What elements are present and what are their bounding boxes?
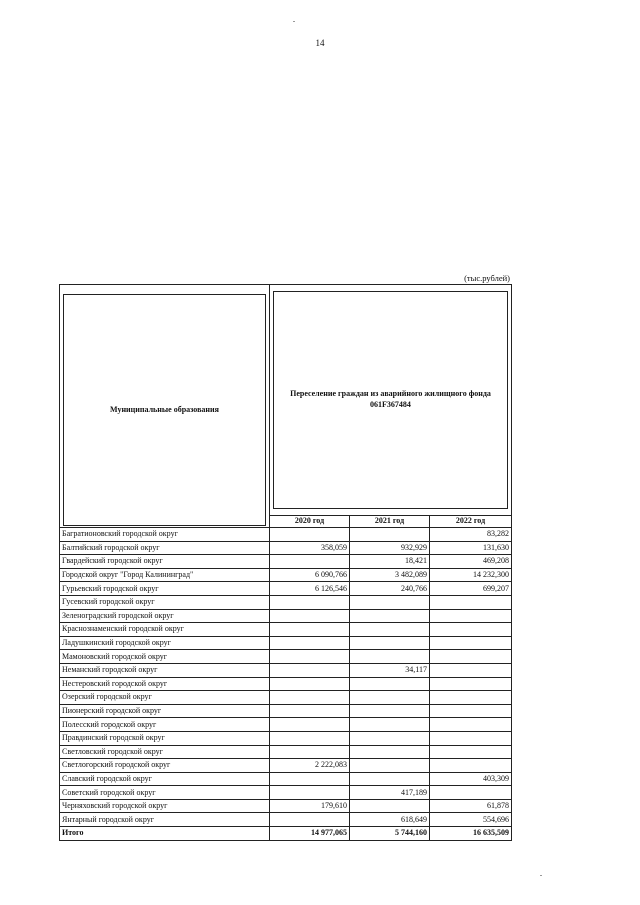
- table-row: [60, 582, 512, 596]
- amount-2022: [430, 677, 512, 691]
- amount-2021: [350, 623, 430, 637]
- amount-2021: [350, 759, 430, 773]
- table-row: [60, 677, 512, 691]
- municipality-name: Правдинский городской округ: [60, 731, 270, 745]
- amount-2021: [350, 636, 430, 650]
- amount-2022: 61,878: [430, 799, 512, 813]
- amount-2021: 618,649: [350, 813, 430, 827]
- amount-2022: 469,208: [430, 555, 512, 569]
- amount-2021: 932,929: [350, 541, 430, 555]
- amount-2022: [430, 691, 512, 705]
- table-row: [60, 528, 512, 542]
- table-row: [60, 609, 512, 623]
- table-row: [60, 813, 512, 827]
- total-label: Итого: [60, 827, 270, 841]
- table-row: [60, 786, 512, 800]
- municipality-name: Янтарный городской округ: [60, 813, 270, 827]
- amount-2022: [430, 759, 512, 773]
- program-header-label: Переселение граждан из аварийного жилищного фонда 061F367484: [273, 291, 508, 509]
- amount-2020: [270, 609, 350, 623]
- total-2020: 14 977,065: [270, 827, 350, 841]
- amount-2022: [430, 718, 512, 732]
- amount-2021: [350, 745, 430, 759]
- amount-2022: [430, 663, 512, 677]
- table-row: [60, 650, 512, 664]
- municipality-name: Светлогорский городской округ: [60, 759, 270, 773]
- amount-2020: [270, 595, 350, 609]
- budget-table: [59, 284, 512, 841]
- table-row: [60, 704, 512, 718]
- municipality-name: Пионерский городской округ: [60, 704, 270, 718]
- amount-2022: [430, 786, 512, 800]
- amount-2022: [430, 623, 512, 637]
- table-header-row: [60, 285, 512, 516]
- table-row: [60, 731, 512, 745]
- table-body: [60, 528, 512, 841]
- year-header-2022: 2022 год: [430, 515, 512, 527]
- total-2021: 5 744,160: [350, 827, 430, 841]
- amount-2020: [270, 704, 350, 718]
- table-row: [60, 541, 512, 555]
- scan-speck: [540, 875, 542, 876]
- amount-2020: [270, 772, 350, 786]
- table-row: [60, 772, 512, 786]
- amount-2021: 417,189: [350, 786, 430, 800]
- municipality-name: Светловский городской округ: [60, 745, 270, 759]
- table-row: [60, 663, 512, 677]
- amount-2022: [430, 609, 512, 623]
- amount-2022: 131,630: [430, 541, 512, 555]
- table-row: [60, 595, 512, 609]
- amount-2020: [270, 691, 350, 705]
- amount-2021: [350, 731, 430, 745]
- amount-2020: [270, 718, 350, 732]
- scan-speck: [293, 21, 295, 22]
- year-header-2021: 2021 год: [350, 515, 430, 527]
- municipality-name: Советский городской округ: [60, 786, 270, 800]
- municipality-name: Мамоновский городской округ: [60, 650, 270, 664]
- municipality-name: Славский городской округ: [60, 772, 270, 786]
- amount-2022: [430, 636, 512, 650]
- amount-2020: [270, 813, 350, 827]
- amount-2021: 18,421: [350, 555, 430, 569]
- amount-2020: [270, 623, 350, 637]
- municipality-name: Балтийский городской округ: [60, 541, 270, 555]
- table-row: [60, 555, 512, 569]
- amount-2021: 240,766: [350, 582, 430, 596]
- municipality-name: Гвардейский городской округ: [60, 555, 270, 569]
- amount-2022: 14 232,300: [430, 568, 512, 582]
- amount-2020: 179,610: [270, 799, 350, 813]
- amount-2021: [350, 691, 430, 705]
- total-row: [60, 827, 512, 841]
- amount-2022: 83,282: [430, 528, 512, 542]
- amount-2020: [270, 636, 350, 650]
- amount-2021: 34,117: [350, 663, 430, 677]
- municipality-name: Багратионовский городской округ: [60, 528, 270, 542]
- amount-2022: [430, 731, 512, 745]
- amount-2020: 6 126,546: [270, 582, 350, 596]
- amount-2021: [350, 718, 430, 732]
- amount-2020: [270, 650, 350, 664]
- amount-2021: [350, 677, 430, 691]
- amount-2021: [350, 650, 430, 664]
- amount-2021: [350, 772, 430, 786]
- municipality-name: Озерский городской округ: [60, 691, 270, 705]
- table-row: [60, 691, 512, 705]
- amount-2020: [270, 677, 350, 691]
- table-row: [60, 636, 512, 650]
- amount-2022: 699,207: [430, 582, 512, 596]
- amount-2021: [350, 704, 430, 718]
- municipality-name: Краснознаменский городской округ: [60, 623, 270, 637]
- table-row: [60, 568, 512, 582]
- amount-2020: [270, 663, 350, 677]
- municipal-header-label: Муниципальные образования: [63, 294, 266, 526]
- amount-2022: 403,309: [430, 772, 512, 786]
- amount-2020: [270, 731, 350, 745]
- amount-2021: [350, 528, 430, 542]
- year-header-2020: 2020 год: [270, 515, 350, 527]
- amount-2020: [270, 528, 350, 542]
- amount-2020: [270, 745, 350, 759]
- amount-2021: [350, 609, 430, 623]
- table-row: [60, 718, 512, 732]
- amount-2021: [350, 799, 430, 813]
- municipal-header: [60, 285, 270, 528]
- amount-2021: [350, 595, 430, 609]
- total-2022: 16 635,509: [430, 827, 512, 841]
- table-row: [60, 623, 512, 637]
- amount-2020: 6 090,766: [270, 568, 350, 582]
- municipality-name: Городской округ "Город Калининград": [60, 568, 270, 582]
- units-label: (тыс.рублей): [464, 273, 510, 283]
- table-row: [60, 745, 512, 759]
- municipality-name: Гурьевский городской округ: [60, 582, 270, 596]
- municipality-name: Зеленоградский городской округ: [60, 609, 270, 623]
- municipality-name: Ладушкинский городской округ: [60, 636, 270, 650]
- municipality-name: Черняховский городской округ: [60, 799, 270, 813]
- amount-2022: [430, 650, 512, 664]
- program-header: [270, 285, 512, 516]
- amount-2021: 3 482,089: [350, 568, 430, 582]
- amount-2020: 2 222,083: [270, 759, 350, 773]
- amount-2022: 554,696: [430, 813, 512, 827]
- amount-2020: 358,059: [270, 541, 350, 555]
- municipality-name: Гусевский городской округ: [60, 595, 270, 609]
- amount-2022: [430, 745, 512, 759]
- municipality-name: Неманский городской округ: [60, 663, 270, 677]
- amount-2022: [430, 595, 512, 609]
- table-row: [60, 799, 512, 813]
- amount-2022: [430, 704, 512, 718]
- amount-2020: [270, 786, 350, 800]
- table-row: [60, 759, 512, 773]
- municipality-name: Нестеровский городской округ: [60, 677, 270, 691]
- page-number: 14: [315, 38, 325, 48]
- municipality-name: Полесский городской округ: [60, 718, 270, 732]
- amount-2020: [270, 555, 350, 569]
